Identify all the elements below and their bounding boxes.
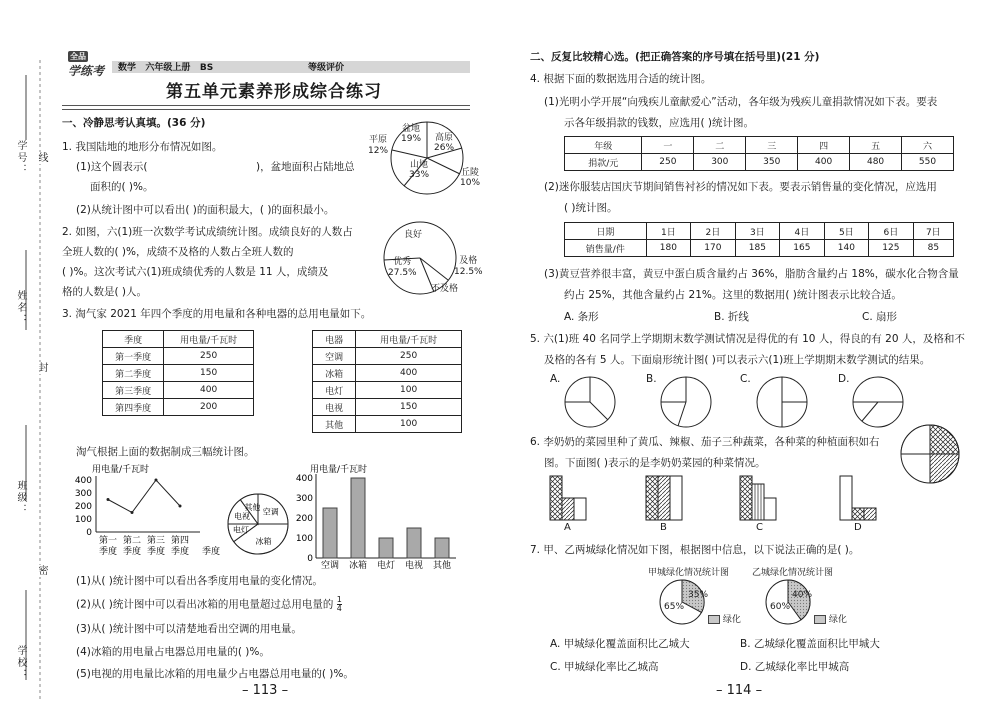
school-label: 学校： — [15, 645, 26, 681]
logo-top: 全品 — [70, 52, 86, 61]
terrain-label-plain: 平原 12% — [368, 135, 389, 156]
q7-option-b: B. 乙城绿化覆盖面积比甲城大 — [740, 638, 880, 650]
pie-slice-label: 电视 — [233, 511, 250, 521]
q6-option-bars — [550, 474, 890, 522]
q4-p2a: (2)迷你服装店国庆节期间销售衬衫的情况如下表。要表示销售量的变化情况，应选用 — [544, 181, 937, 193]
q7-legend-b: 绿化 — [814, 612, 847, 625]
line-chart-series — [108, 480, 180, 513]
line-chart-point — [155, 479, 158, 482]
q1-p1b: )，盆地面积占陆地总 — [256, 161, 355, 173]
q4-option-b: B. 折线 — [714, 311, 749, 323]
line-chart-xtick: 第四 — [170, 536, 190, 546]
line-chart-ylabel: 用电量/千瓦时 — [92, 465, 150, 475]
q7-chart1-title: 甲城绿化情况统计图 — [648, 568, 730, 578]
line-chart-xtick: 第二 — [122, 536, 142, 546]
q7-option-d: D. 乙城绿化率比甲城高 — [740, 661, 850, 673]
grade: 六年级上册 — [145, 63, 191, 73]
name-label: 姓名： — [15, 290, 26, 326]
cut-mark-line: 线 — [36, 152, 47, 164]
q5-option-d-label: D. — [838, 373, 850, 385]
q2-line1: 2. 如图，六(1)班一次数学考试成绩统计图。成绩良好的人数占 — [62, 226, 353, 238]
line-chart-ytick: 300 — [74, 489, 92, 499]
q1-stem: 1. 我国陆地的地形分布情况如图。 — [62, 141, 223, 153]
fraction-one-quarter: $\frac{1}{4}$ — [336, 595, 342, 613]
grades-label-good: 良好 — [404, 230, 423, 240]
right-page — [530, 0, 985, 722]
terrain-label-hills: 丘陵 10% — [460, 168, 481, 188]
bar-chart-ytick: 200 — [295, 514, 313, 524]
left-page — [62, 0, 500, 722]
quarterly-line-chart — [66, 462, 221, 562]
line-chart-xtick-line2: 季度 — [170, 547, 190, 557]
q6-option-b-label: B — [660, 522, 667, 533]
q7-city-b-green: 40% — [792, 590, 813, 600]
terrain-label-mountain: 山地 33% — [409, 160, 430, 180]
grades-label-pass: 及格 12.5% — [454, 256, 483, 277]
line-chart-xtick-line2: 季度 — [146, 547, 166, 557]
q6-option-d-label: D — [854, 522, 862, 533]
line-chart-ytick: 400 — [74, 476, 92, 486]
line-chart-xtick: 第三 — [146, 536, 166, 546]
bar-chart-bar — [435, 538, 449, 558]
line-chart-xtick-line2: 季度 — [122, 547, 142, 557]
q7-chart2-title: 乙城绿化情况统计图 — [752, 568, 834, 578]
line-chart-xtick: 第一 — [98, 536, 118, 546]
q4-p3b: 约占 25%，其他含量约占 21%。这里的数据用( )统计图表示比较合适。 — [564, 289, 902, 301]
line-chart-ytick: 0 — [86, 528, 92, 538]
q5-option-pies — [560, 372, 920, 434]
bar-chart-xtick: 冰箱 — [348, 561, 368, 571]
pie-slice-label: 冰箱 — [255, 537, 272, 547]
donation-table: 年级 一 二 三 四 五 六 捐款/元 250 300 350 400 480 550 — [564, 136, 954, 171]
subject: 数学 — [118, 63, 137, 73]
q5-pie-b — [661, 377, 711, 427]
rating-label: 等级评价 — [308, 63, 345, 73]
cut-mark-secret: 密 — [36, 565, 47, 577]
q6-option-c-label: C — [756, 522, 763, 533]
q4-p2b: ( )统计图。 — [564, 202, 618, 214]
q5-line2: 及格的各有 5 人。下面扇形统计图( )可以表示六(1)班上学期期末数学测试的结果。 — [544, 354, 931, 366]
bar-chart-ytick: 300 — [295, 494, 313, 504]
q4-p1a: (1)光明小学开展“向残疾儿童献爱心”活动，各年级为残疾儿童捐款情况如下表。要表 — [544, 96, 938, 108]
q7-legend-a: 绿化 — [708, 612, 741, 625]
bar-chart-xtick: 其他 — [432, 561, 452, 571]
q5-pie-c — [757, 377, 807, 427]
q4-option-c: C. 扇形 — [862, 311, 898, 323]
brand-logo — [68, 50, 114, 80]
q6-bars-a — [550, 476, 586, 520]
q4-option-a: A. 条形 — [564, 311, 599, 323]
pie-slice-label: 电灯 — [232, 525, 249, 535]
page-number-left: – 113 – — [242, 683, 289, 698]
page-title: 第五单元素养形成综合练习 — [166, 82, 382, 102]
q3-p2 — [76, 596, 342, 613]
header-info — [118, 60, 213, 73]
bar-chart-bar — [323, 508, 337, 558]
bar-chart-xtick: 电灯 — [376, 561, 396, 571]
q7-city-b-other: 60% — [770, 602, 791, 612]
cut-mark-seal: 封 — [36, 362, 47, 374]
bar-chart-bar — [407, 528, 421, 558]
line-chart-ytick: 200 — [74, 502, 92, 512]
sales-table: 日期 1日 2日 3日 4日 5日 6日 7日 销售量/件 180 170 185 165 140 125 85 — [564, 222, 954, 257]
bar-chart-xtick: 电视 — [404, 561, 424, 571]
section1-heading: 一、冷静思考认真填。(36 分) — [62, 117, 206, 129]
q6-line2: 图。下面图( )表示的是李奶奶菜园的种菜情况。 — [544, 457, 766, 469]
q3-p2-text: (2)从( )统计图中可以看出冰箱的用电量超过总用电量的 — [76, 598, 334, 611]
pie-slice-label: 空调 — [262, 507, 279, 517]
bar-chart-ytick: 0 — [307, 554, 313, 564]
grades-label-excellent: 优秀 27.5% — [388, 257, 417, 278]
q7-city-a-other: 65% — [664, 602, 685, 612]
q5-option-c-label: C. — [740, 373, 751, 385]
q3-p4: (4)冰箱的用电量占电器总用电量的( )%。 — [76, 646, 270, 658]
q1-p1c: 面积的( )%。 — [90, 181, 154, 193]
q4-p1b: 示各年级捐款的钱数，应选用( )统计图。 — [564, 117, 755, 129]
logo-main: 学练考 — [68, 64, 105, 78]
q3-p1: (1)从( )统计图中可以看出各季度用电量的变化情况。 — [76, 575, 323, 587]
q5-line1: 5. 六(1)班 40 名同学上学期期末数学测试情况是得优的有 10 人，得良的有 20 人，及格和不 — [530, 333, 965, 345]
q3-stem: 3. 淘气家 2021 年四个季度的用电量和各种电器的总用电量如下。 — [62, 308, 372, 320]
class-label: 班级： — [15, 480, 26, 516]
q5-pie-a — [565, 377, 615, 427]
terrain-label-basin: 盆地 19% — [401, 124, 422, 144]
q6-bars-c — [740, 476, 776, 520]
bar-chart-xtick: 空调 — [320, 561, 340, 571]
q7-option-c: C. 甲城绿化率比乙城高 — [550, 661, 659, 673]
bar-chart-bar — [379, 538, 393, 558]
line-chart-point — [107, 498, 110, 501]
q3-p3: (3)从( )统计图中可以清楚地看出空调的用电量。 — [76, 623, 302, 635]
terrain-label-plateau: 高原 26% — [434, 133, 455, 153]
line-chart-point — [131, 511, 134, 514]
q5-pie-d — [853, 377, 903, 427]
q6-option-a-label: A — [564, 522, 571, 533]
page-number-right: – 114 – — [716, 683, 763, 698]
section2-heading: 二、反复比较精心选。(把正确答案的序号填在括号里)(21 分) — [530, 51, 820, 63]
q5-option-b-label: B. — [646, 373, 657, 385]
binding-margin — [0, 0, 60, 722]
line-chart-point — [179, 505, 182, 508]
bar-chart-ytick: 400 — [295, 474, 313, 484]
q6-reference-pie — [898, 422, 962, 486]
q3-p5: (5)电视的用电量比冰箱的用电量少占电器总用电量的( )%。 — [76, 668, 354, 680]
line-chart-xlabel: 季度 — [202, 547, 221, 557]
edition: BS — [199, 63, 214, 73]
q6-line1: 6. 李奶奶的菜园里种了黄瓜、辣椒、茄子三种蔬菜，各种菜的种植面积如右 — [530, 436, 880, 448]
q6-bars-b — [646, 476, 682, 520]
quarterly-usage-table: 季度 用电量/千瓦时 第一季度 250 第二季度 150 第三季度 400 第四季度 200 — [102, 330, 254, 416]
q4-stem: 4. 根据下面的数据选用合适的统计图。 — [530, 73, 712, 85]
q7-stem: 7. 甲、乙两城绿化情况如下图，根据图中信息，以下说法正确的是( )。 — [530, 544, 860, 556]
line-chart-ytick: 100 — [74, 515, 92, 525]
legend-swatch — [814, 615, 826, 624]
bar-chart-bar — [351, 478, 365, 558]
binding-lines — [0, 0, 60, 722]
q2-line2: 全班人数的( )%，成绩不及格的人数占全班人数的 — [62, 246, 294, 258]
q1-p2: (2)从统计图中可以看出( )的面积最大，( )的面积最小。 — [76, 204, 335, 216]
q7-option-a: A. 甲城绿化覆盖面积比乙城大 — [550, 638, 690, 650]
line-chart-xtick-line2: 季度 — [98, 547, 118, 557]
student-id-label: 学号： — [15, 140, 26, 176]
appliance-bar-chart — [290, 462, 462, 571]
q3-made-three: 淘气根据上面的数据制成三幅统计图。 — [76, 446, 255, 458]
pie-slice-label: 其他 — [244, 502, 261, 512]
bar-chart-ytick: 100 — [295, 534, 313, 544]
q2-line4: 格的人数是( )人。 — [62, 286, 148, 298]
q2-line3: ( )%。这次考试六(1)班成绩优秀的人数是 11 人，成绩及 — [62, 266, 329, 278]
q4-p3a: (3)黄豆营养很丰富，黄豆中蛋白质含量约占 36%，脂肪含量约占 18%，碳水化合物含量 — [544, 268, 959, 280]
q5-option-a-label: A. — [550, 373, 561, 385]
q6-bars-d — [840, 476, 876, 520]
appliance-usage-table: 电器 用电量/千瓦时 空调 250 冰箱 400 电灯 100 电视 150 其他 100 — [312, 330, 462, 433]
title-divider — [62, 105, 470, 110]
grades-label-fail: 不及格 — [431, 284, 459, 294]
q7-city-a-green: 35% — [688, 590, 709, 600]
bar-chart-ylabel: 用电量/千瓦时 — [310, 465, 368, 475]
legend-swatch — [708, 615, 720, 624]
q1-p1a: (1)这个圆表示( — [76, 161, 148, 173]
